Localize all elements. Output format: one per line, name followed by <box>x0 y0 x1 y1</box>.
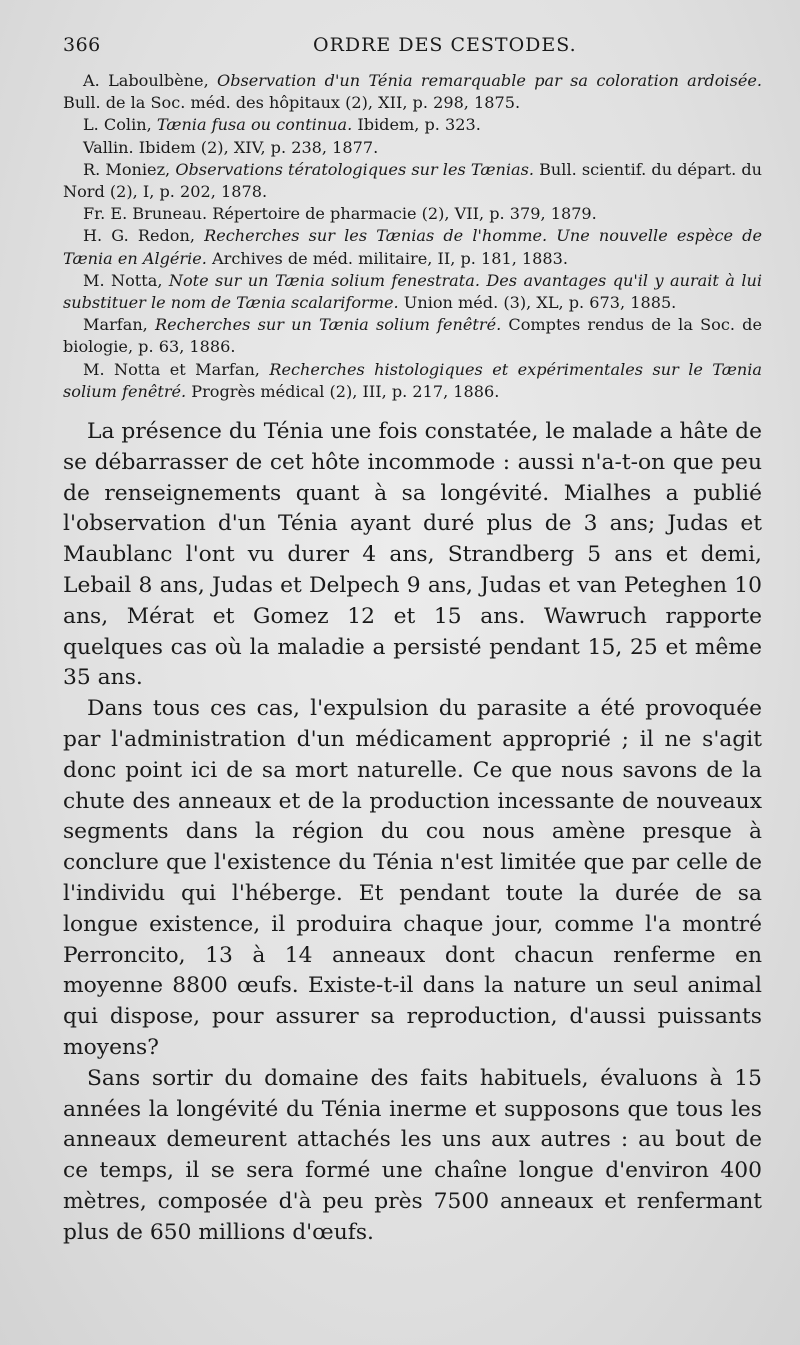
body-text <box>63 417 762 1249</box>
reference-entry: M. Notta et Marfan, Recherches histologiques et expérimentales sur le Tænia solium fenêtré. Progrès médical (2), III, p. 217, 1886. <box>63 359 762 401</box>
reference-entry: L. Colin, Tænia fusa ou continua. Ibidem, p. 323. <box>83 115 481 135</box>
reference-entry: Fr. E. Bruneau. Répertoire de pharmacie (2), VII, p. 379, 1879. <box>83 204 597 224</box>
reference-entry: M. Notta, Note sur un Tænia solium fenestrata. Des avantages qu'il y aurait à lui substituer le nom de Tænia scalariforme. Union méd. (3), XL, p. 673, 1885. <box>63 270 762 313</box>
paragraph: Sans sortir du domaine des faits habituels, évaluons à 15 années la longévité du Ténia inerme et supposons que tous les anneaux demeurent attachés les uns aux autres : au bout de ce temps, il se sera formé une chaîne longue d'environ 400 mètres, composée d'à peu près 7500 anneaux et renfermant plus de 650 millions d'œufs. <box>63 1065 762 1245</box>
page-header <box>63 34 762 68</box>
reference-entry: R. Moniez, Observations tératologiques sur les Tænias. Bull. scientif. du départ. du Nord (2), I, p. 202, 1878. <box>63 159 763 202</box>
reference-entry: Vallin. Ibidem (2), XIV, p. 238, 1877. <box>83 137 379 157</box>
bibliography <box>63 70 762 403</box>
reference-entry: Marfan, Recherches sur un Tænia solium fenêtré. Comptes rendus de la Soc. de biologie, p. 63, 1886. <box>63 315 762 357</box>
reference-entry: A. Laboulbène, Observation d'un Ténia remarquable par sa coloration ardoisée. Bull. de la Soc. méd. des hôpitaux (2), XII, p. 298, 1875. <box>63 71 762 113</box>
paragraph: Dans tous ces cas, l'expulsion du parasite a été provoquée par l'administration d'un médicament approprié ; il ne s'agit donc point ici de sa mort naturelle. Ce que nous savons de la chute des anneaux et de la production incessante de nouveaux segments dans la région du cou nous amène presque à conclure que l'existence du Ténia n'est limitée que par celle de l'individu qui l'héberge. Et pendant toute la durée de sa longue existence, il produira chaque jour, comme l'a montré Perroncito, 13 à 14 anneaux dont chacun renferme en moyenne 8800 œufs. Existe-t-il dans la nature un seul animal qui dispose, pour assurer sa reproduction, d'aussi puissants moyens? <box>63 696 762 1060</box>
running-title: ORDRE DES CESTODES. <box>313 34 577 56</box>
reference-entry: H. G. Redon, Recherches sur les Tænias de l'homme. Une nouvelle espèce de Tænia en Algérie. Archives de méd. militaire, II, p. 181, 1883. <box>63 226 763 268</box>
page-number: 366 <box>63 34 101 56</box>
paragraph: La présence du Ténia une fois constatée, le malade a hâte de se débarrasser de cet hôte incommode : aussi n'a-t-on que peu de renseignements quant à sa longévité. Mialhes a publié l'observation d'un Ténia ayant duré plus de 3 ans; Judas et Maublanc l'ont vu durer 4 ans, Strandberg 5 ans et demi, Lebail 8 ans, Judas et Delpech 9 ans, Judas et van Peteghen 10 ans, Mérat et Gomez 12 et 15 ans. Wawruch rapporte quelques cas où la maladie a persisté pendant 15, 25 et même 35 ans. <box>63 419 762 691</box>
